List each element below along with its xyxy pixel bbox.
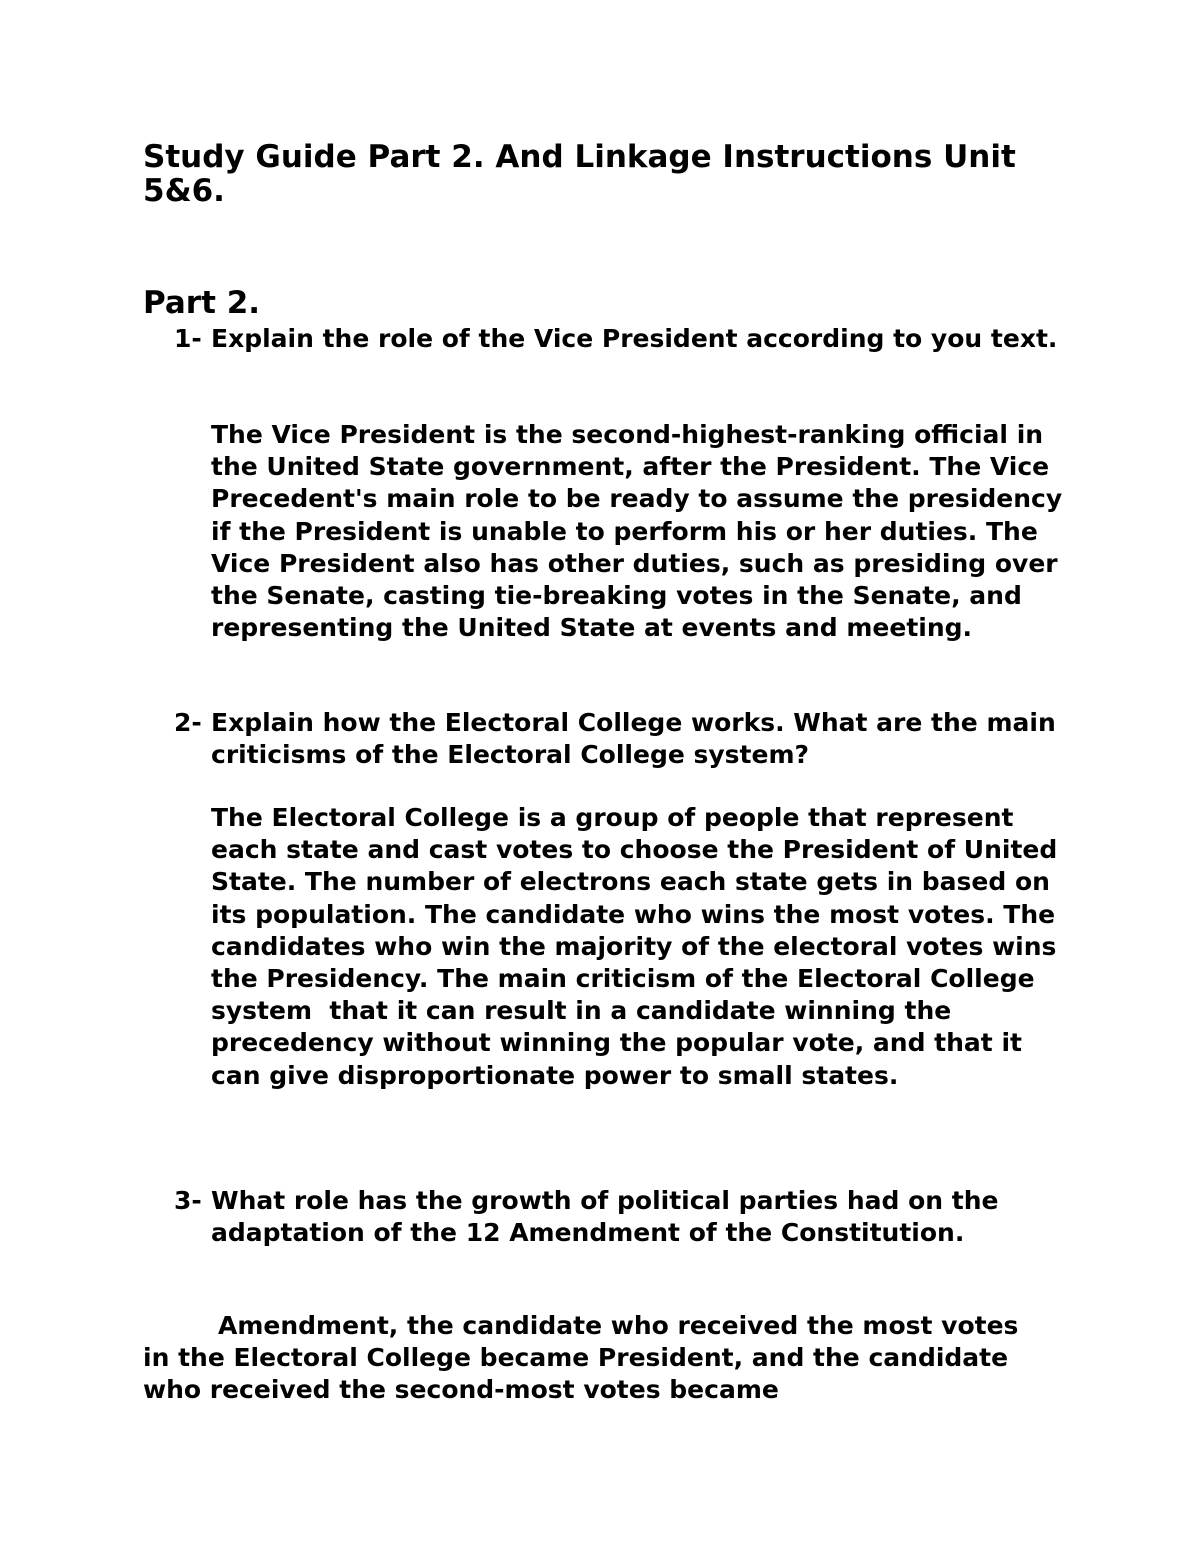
final-paragraph: Amendment, the candidate who received the most votes in the Electoral College became President, and the candidate who received the second-most votes became xyxy=(143,1311,1028,1404)
question-1-number: 1- xyxy=(174,324,202,353)
question-2 xyxy=(174,707,1071,771)
question-1-text: Explain the role of the Vice President according to you text. xyxy=(211,324,1058,353)
part-heading: Part 2. xyxy=(143,285,261,321)
question-1 xyxy=(174,323,1071,355)
question-3-number: 3- xyxy=(174,1186,202,1215)
question-2-number: 2- xyxy=(174,708,202,737)
question-3-text: What role has the growth of political parties had on the adaptation of the 12 Amendment of the Constitution. xyxy=(211,1186,999,1247)
document-title: Study Guide Part 2. And Linkage Instructions Unit 5&6. xyxy=(143,139,1016,209)
question-3 xyxy=(174,1185,1071,1249)
answer-2: The Electoral College is a group of people that represent each state and cast votes to choose the President of United State. The number of electrons each state gets in based on its population. The candidate who wins the most votes. The candidates who win the majority of the electoral votes wins the Presidency. The main criticism of the Electoral College system that it can result in a candidate winning the precedency without winning the popular vote, and that it can give disproportionate power to small states. xyxy=(211,803,1066,1090)
answer-1: The Vice President is the second-highest-ranking official in the United State government, after the President. The Vice Precedent's main role to be ready to assume the presidency if the President is unable to perform his or her duties. The Vice President also has other duties, such as presiding over the Senate, casting tie-breaking votes in the Senate, and representing the United State at events and meeting. xyxy=(211,420,1071,643)
question-2-text: Explain how the Electoral College works. What are the main criticisms of the Electoral College system? xyxy=(211,708,1056,769)
